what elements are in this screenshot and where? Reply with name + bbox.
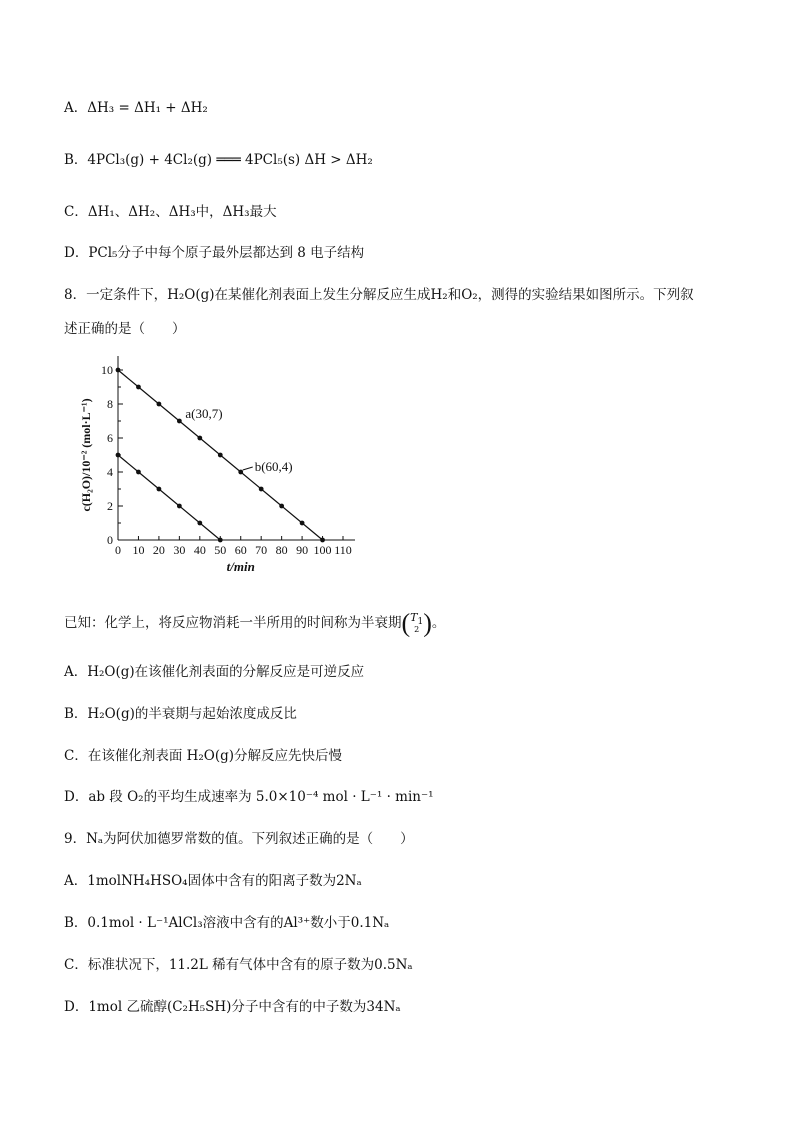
data-point [136,385,141,390]
y-tick-label: 0 [107,533,113,547]
left-paren: ( [401,608,411,638]
annotation-a: a(30,7) [185,406,223,421]
data-point [177,419,182,424]
x-axis-label: t/min [226,559,255,574]
half-life-t: T [410,611,418,624]
q9-option-a: A．1molNH₄HSO₄固体中含有的阳离子数为2Nₐ [64,873,362,889]
q9-option-b: B．0.1mol · L⁻¹AlCl₃溶液中含有的Al³⁺数小于0.1Nₐ [64,915,390,931]
q9-option-d: D．1mol 乙硫醇(C₂H₅SH)分子中含有的中子数为34Nₐ [64,999,401,1015]
data-point [177,504,182,509]
x-tick-label: 60 [234,543,247,557]
q8-option-a: A．H₂O(g)在该催化剂表面的分解反应是可逆反应 [64,664,365,680]
annotation-b: b(60,4) [254,459,293,474]
data-point [136,470,141,475]
data-point [157,487,162,492]
y-tick-label: 4 [107,465,113,479]
x-tick-label: 110 [334,543,352,557]
data-point [197,521,202,526]
q8-stem-line1: 8．一定条件下，H₂O(g)在某催化剂表面上发生分解反应生成H₂和O₂，测得的实验结果如图所示。下列叙 [64,287,694,303]
data-point [238,470,243,475]
data-point [197,436,202,441]
known-prefix: 已知：化学上，将反应物消耗一半所用的时间称为半衰期 [64,615,402,631]
data-point [279,504,284,509]
x-tick-label: 70 [255,543,268,557]
y-tick-label: 6 [107,431,113,445]
x-tick-label: 90 [296,543,309,557]
y-axis-label: c(H₂O)/10⁻² (mol·L⁻¹) [79,398,93,512]
q8-option-d: D．ab 段 O₂的平均生成速率为 5.0×10⁻⁴ mol · L⁻¹ · min⁻¹ [64,789,434,805]
data-point [116,368,121,373]
known-suffix: 。 [431,615,446,631]
q7-option-a: A．ΔH₃ = ΔH₁ + ΔH₂ [64,100,208,116]
data-point [259,487,264,492]
data-point [116,453,121,458]
y-tick-label: 2 [107,499,113,513]
data-point [218,538,223,543]
x-tick-label: 80 [275,543,288,557]
q8-option-c: C．在该催化剂表面 H₂O(g)分解反应先快后慢 [64,748,343,764]
y-tick-label: 10 [101,363,113,377]
half-life-den: 2 [414,625,420,634]
x-tick-label: 20 [152,543,165,557]
half-life-num: 1 [417,617,424,628]
data-point [320,538,325,543]
series-line-2 [118,455,220,540]
x-tick-label: 0 [115,543,121,557]
q8-known-note [64,608,446,638]
q8-option-b: B．H₂O(g)的半衰期与起始浓度成反比 [64,706,297,722]
data-point [157,402,162,407]
x-tick-label: 30 [173,543,186,557]
x-tick-label: 40 [193,543,206,557]
data-point [300,521,305,526]
concentration-time-chart [68,348,368,584]
q9-stem: 9．Nₐ为阿伏加德罗常数的值。下列叙述正确的是（ ） [64,831,414,847]
q9-option-c: C．标准状况下，11.2L 稀有气体中含有的原子数为0.5Nₐ [64,957,413,973]
q7-option-c: C．ΔH₁、ΔH₂、ΔH₃中，ΔH₃最大 [64,204,277,220]
annotation-b-leader [243,467,253,470]
x-tick-label: 50 [214,543,227,557]
q8-stem-line2: 述正确的是（ ） [64,321,186,337]
x-tick-label: 10 [132,543,145,557]
half-life-symbol [410,612,423,635]
q7-option-b: B．4PCl₃(g) + 4Cl₂(g) ═══ 4PCl₅(s) ΔH > ΔH₂ [64,152,373,168]
right-paren: ) [423,608,432,638]
q7-option-d: D．PCl₅分子中每个原子最外层都达到 8 电子结构 [64,245,365,261]
y-tick-label: 8 [107,397,113,411]
x-tick-label: 100 [313,543,332,557]
data-point [218,453,223,458]
